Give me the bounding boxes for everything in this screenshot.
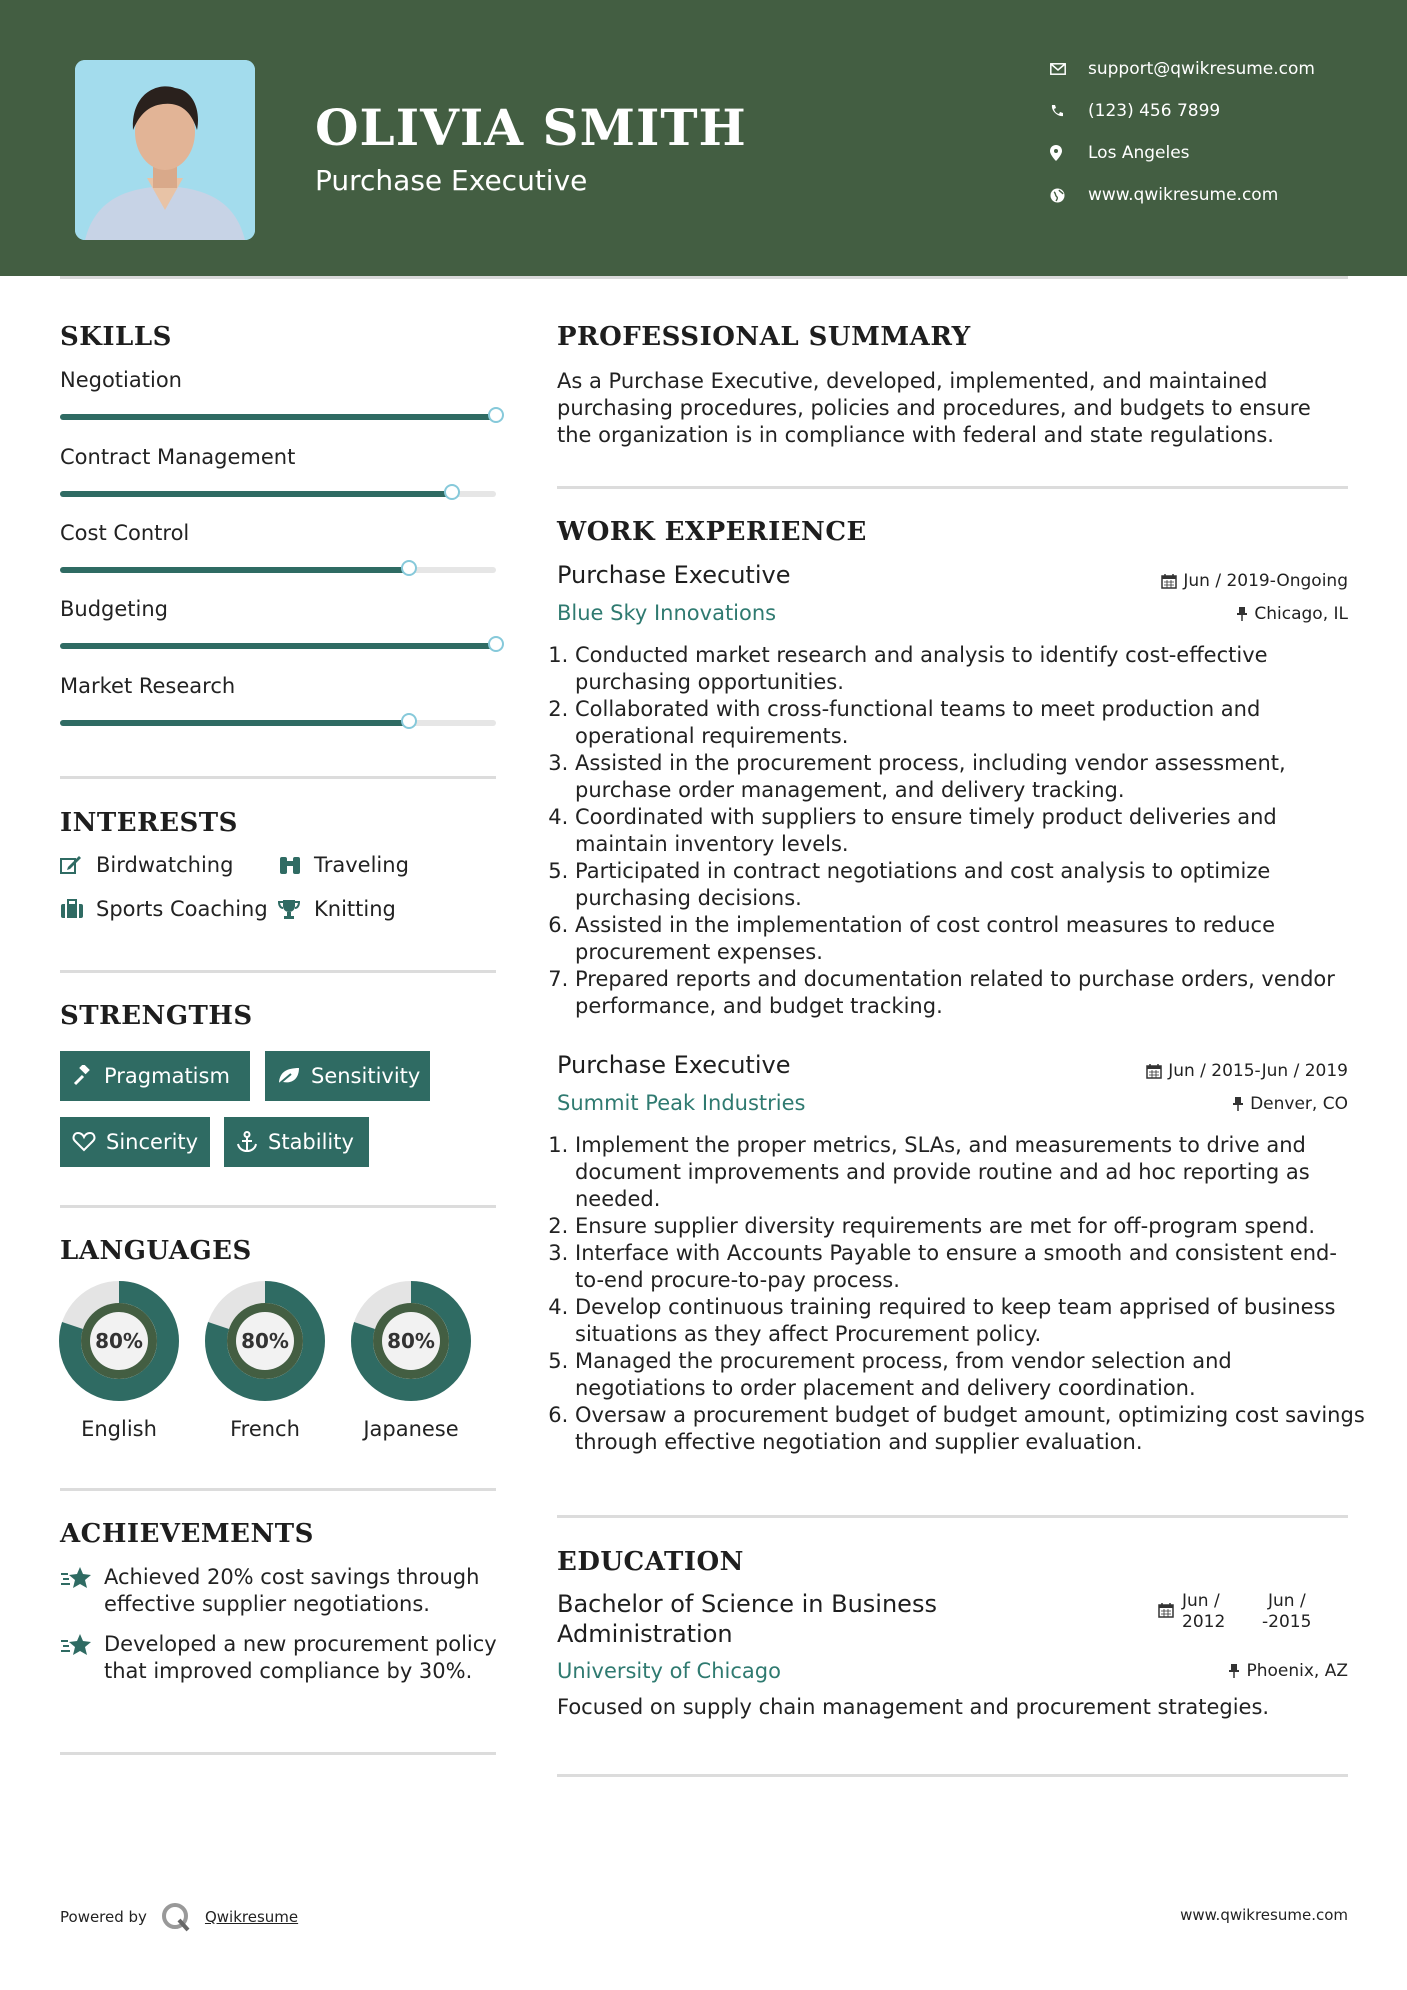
footer-website[interactable]: www.qwikresume.com bbox=[1180, 1906, 1348, 1924]
section-divider bbox=[60, 776, 496, 779]
job-location bbox=[1236, 604, 1348, 624]
company-name[interactable]: Blue Sky Innovations bbox=[557, 601, 777, 625]
job-location bbox=[1232, 1094, 1348, 1114]
heart-icon bbox=[72, 1132, 96, 1152]
degree-line-1: Bachelor of Science in Business bbox=[557, 1590, 937, 1618]
profile-photo bbox=[75, 60, 255, 240]
language-label: English bbox=[81, 1417, 157, 1441]
school-name[interactable]: University of Chicago bbox=[557, 1659, 781, 1683]
skill-bar bbox=[60, 491, 496, 497]
skill-bar-knob bbox=[401, 713, 417, 729]
anchor-icon bbox=[236, 1131, 258, 1153]
edu-end-date bbox=[1262, 1591, 1311, 1633]
skill-label: Budgeting bbox=[60, 597, 169, 621]
skill-label: Contract Management bbox=[60, 445, 296, 469]
edu-description: Focused on supply chain management and procurement strategies. bbox=[557, 1695, 1270, 1719]
list-item: 1. Conducted market research and analysis to identify cost-effective purchasing opportunities. bbox=[575, 642, 1365, 696]
edu-end-month: Jun / bbox=[1268, 1591, 1306, 1611]
achievement-text: Achieved 20% cost savings through effective supplier negotiations. bbox=[104, 1565, 480, 1616]
language-gauge bbox=[351, 1281, 471, 1401]
skill-bar-knob bbox=[401, 560, 417, 576]
email-text[interactable]: support@qwikresume.com bbox=[1088, 59, 1315, 79]
skill-bar bbox=[60, 567, 496, 573]
interest-item bbox=[60, 897, 268, 921]
edu-location bbox=[1228, 1661, 1348, 1681]
interest-label: Birdwatching bbox=[96, 853, 234, 877]
job-duties-list bbox=[557, 642, 1365, 1020]
summary-heading: PROFESSIONAL SUMMARY bbox=[557, 322, 971, 352]
pin-icon bbox=[1228, 1663, 1240, 1679]
phone-text[interactable]: (123) 456 7899 bbox=[1088, 101, 1221, 121]
list-item: 3. Interface with Accounts Payable to ensure a smooth and consistent end-to-end procure-to-pay process. bbox=[575, 1240, 1365, 1294]
list-item: 4. Coordinated with suppliers to ensure timely product deliveries and maintain inventory levels. bbox=[575, 804, 1365, 858]
phone-icon bbox=[1050, 104, 1088, 118]
envelope-icon bbox=[1050, 63, 1088, 75]
header-divider bbox=[60, 276, 1348, 279]
skill-label: Market Research bbox=[60, 674, 236, 698]
map-pin-icon bbox=[1050, 145, 1088, 161]
skill-bar-knob bbox=[488, 407, 504, 423]
skill-bar-fill bbox=[60, 414, 496, 420]
strength-badge bbox=[60, 1051, 250, 1101]
language-gauge bbox=[59, 1281, 179, 1401]
gavel-icon bbox=[72, 1065, 94, 1087]
job-duties-list bbox=[557, 1132, 1365, 1456]
skills-heading: SKILLS bbox=[60, 322, 172, 352]
skill-bar bbox=[60, 720, 496, 726]
list-item: 5. Participated in contract negotiations and cost analysis to optimize purchasing decisions. bbox=[575, 858, 1365, 912]
qwikresume-logo-icon bbox=[161, 1902, 191, 1932]
summary-text: As a Purchase Executive, developed, implemented, and maintained purchasing procedures, policies and procedures, and budgets to ensure the organization is in compliance with federal and state regulations. bbox=[557, 369, 1311, 447]
skill-bar bbox=[60, 414, 496, 420]
list-item: 4. Develop continuous training required to keep team apprised of business situations as they affect Procurement policy. bbox=[575, 1294, 1365, 1348]
strength-label: Sincerity bbox=[106, 1130, 199, 1154]
degree-line-2: Administration bbox=[557, 1620, 733, 1648]
interest-item bbox=[60, 853, 233, 877]
language-label: French bbox=[230, 1417, 300, 1441]
skill-bar-fill bbox=[60, 643, 496, 649]
job-location-text: Chicago, IL bbox=[1254, 604, 1348, 624]
skill-bar-fill bbox=[60, 720, 409, 726]
skill-bar-fill bbox=[60, 567, 409, 573]
contact-phone[interactable] bbox=[1050, 96, 1370, 126]
calendar-icon bbox=[1161, 573, 1177, 589]
job-dates bbox=[1161, 571, 1348, 591]
job-title: Purchase Executive bbox=[557, 561, 791, 589]
website-text[interactable]: www.qwikresume.com bbox=[1088, 185, 1279, 205]
location-text: Los Angeles bbox=[1088, 143, 1190, 163]
footer-powered bbox=[60, 1902, 298, 1932]
briefcase-icon bbox=[60, 899, 96, 919]
section-divider bbox=[557, 1515, 1348, 1518]
contact-email[interactable] bbox=[1050, 54, 1370, 84]
strength-label: Stability bbox=[268, 1130, 354, 1154]
experience-heading: WORK EXPERIENCE bbox=[557, 517, 867, 547]
job-location-text: Denver, CO bbox=[1250, 1094, 1348, 1114]
achievement-item bbox=[60, 1564, 500, 1618]
strength-badge bbox=[265, 1051, 430, 1101]
globe-icon bbox=[1050, 188, 1088, 203]
skill-bar-fill bbox=[60, 491, 452, 497]
list-item: 2. Collaborated with cross-functional teams to meet production and operational requirements. bbox=[575, 696, 1365, 750]
language-gauge bbox=[205, 1281, 325, 1401]
list-item: 6. Assisted in the implementation of cost control measures to reduce procurement expenses. bbox=[575, 912, 1365, 966]
section-divider bbox=[60, 1205, 496, 1208]
job-dates bbox=[1146, 1061, 1348, 1081]
interest-label: Sports Coaching bbox=[96, 897, 268, 921]
strength-label: Sensitivity bbox=[311, 1064, 421, 1088]
skill-bar bbox=[60, 643, 496, 649]
job-dates-text: Jun / 2019-Ongoing bbox=[1183, 571, 1348, 591]
interests-heading: INTERESTS bbox=[60, 808, 238, 838]
strengths-heading: STRENGTHS bbox=[60, 1001, 253, 1031]
list-item: 2. Ensure supplier diversity requirements are met for off-program spend. bbox=[575, 1213, 1365, 1240]
strength-label: Pragmatism bbox=[104, 1064, 230, 1088]
edu-start-month: Jun / bbox=[1182, 1591, 1220, 1611]
candidate-name: OLIVIA SMITH bbox=[315, 98, 747, 157]
section-divider bbox=[557, 1774, 1348, 1777]
calendar-icon bbox=[1158, 1602, 1174, 1622]
list-item: 6. Oversaw a procurement budget of budget amount, optimizing cost savings through effective negotiation and supplier evaluation. bbox=[575, 1402, 1365, 1456]
section-divider bbox=[60, 1752, 496, 1755]
achievements-heading: ACHIEVEMENTS bbox=[60, 1519, 314, 1549]
edit-icon bbox=[60, 855, 96, 875]
qwikresume-link[interactable]: Qwikresume bbox=[204, 1908, 299, 1926]
gauge-percent: 80% bbox=[95, 1329, 143, 1353]
edu-location-text: Phoenix, AZ bbox=[1246, 1661, 1348, 1681]
strength-badge bbox=[60, 1117, 210, 1167]
list-item: 7. Prepared reports and documentation related to purchase orders, vendor performance, and budget tracking. bbox=[575, 966, 1365, 1020]
job-dates-text: Jun / 2015-Jun / 2019 bbox=[1168, 1061, 1348, 1081]
powered-by-text: Powered by bbox=[60, 1908, 147, 1926]
interest-item bbox=[278, 853, 409, 877]
star-icon bbox=[60, 1631, 104, 1685]
edu-start-year: 2012 bbox=[1182, 1612, 1226, 1632]
header-banner bbox=[0, 0, 1407, 276]
section-divider bbox=[557, 486, 1348, 489]
languages-heading: LANGUAGES bbox=[60, 1236, 252, 1266]
edu-start-date bbox=[1182, 1591, 1225, 1633]
achievement-item bbox=[60, 1631, 500, 1685]
section-divider bbox=[60, 1488, 496, 1491]
gauge-percent: 80% bbox=[241, 1329, 289, 1353]
gauge-percent: 80% bbox=[387, 1329, 435, 1353]
calendar-icon bbox=[1146, 1063, 1162, 1079]
strength-badge bbox=[224, 1117, 369, 1167]
achievement-text: Developed a new procurement policy that improved compliance by 30%. bbox=[104, 1632, 497, 1683]
company-name[interactable]: Summit Peak Industries bbox=[557, 1091, 806, 1115]
job-title: Purchase Executive bbox=[557, 1051, 791, 1079]
edu-end-year: 2015 bbox=[1268, 1612, 1312, 1632]
leaf-icon bbox=[277, 1066, 301, 1086]
section-divider bbox=[60, 970, 496, 973]
interest-item bbox=[278, 897, 396, 921]
trophy-icon bbox=[278, 899, 314, 919]
skill-bar-knob bbox=[444, 484, 460, 500]
binoculars-icon bbox=[278, 855, 314, 875]
skill-label: Negotiation bbox=[60, 368, 182, 392]
contact-website[interactable] bbox=[1050, 180, 1370, 210]
interest-label: Knitting bbox=[314, 897, 396, 921]
skill-label: Cost Control bbox=[60, 521, 190, 545]
list-item: 3. Assisted in the procurement process, including vendor assessment, purchase order management, and delivery tracking. bbox=[575, 750, 1365, 804]
skill-bar-knob bbox=[488, 636, 504, 652]
pin-icon bbox=[1236, 606, 1248, 622]
language-label: Japanese bbox=[363, 1417, 459, 1441]
star-icon bbox=[60, 1564, 104, 1618]
candidate-title: Purchase Executive bbox=[315, 164, 588, 197]
interest-label: Traveling bbox=[314, 853, 409, 877]
list-item: 5. Managed the procurement process, from vendor selection and negotiations to order placement and delivery coordination. bbox=[575, 1348, 1365, 1402]
pin-icon bbox=[1232, 1096, 1244, 1112]
education-heading: EDUCATION bbox=[557, 1547, 744, 1577]
contact-location bbox=[1050, 138, 1370, 168]
list-item: 1. Implement the proper metrics, SLAs, and measurements to drive and document improvements and provide routine and ad hoc reporting as needed. bbox=[575, 1132, 1365, 1213]
edu-date-dash: - bbox=[1262, 1612, 1269, 1632]
